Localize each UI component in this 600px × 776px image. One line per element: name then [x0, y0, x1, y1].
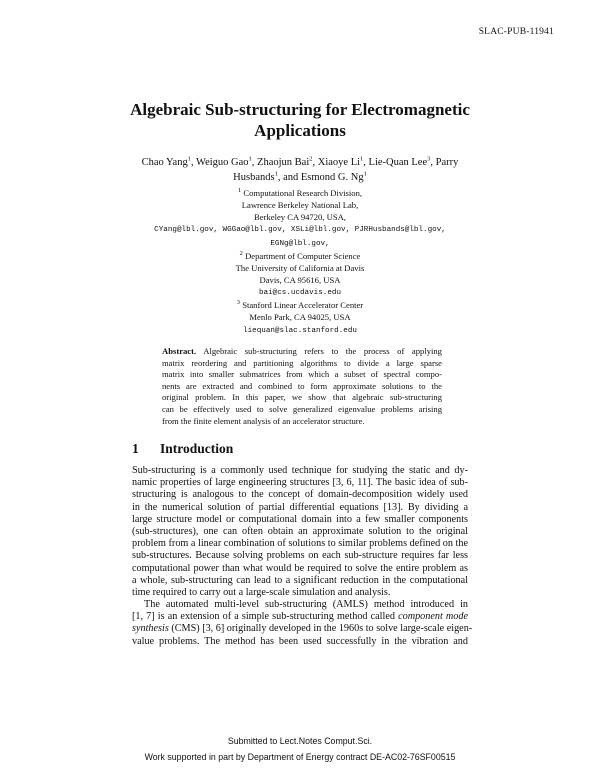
body-text-segment: in the numerical solution of partial differential equations [13]. By dividing a [132, 501, 468, 513]
author-name: Zhaojun Bai [257, 157, 310, 168]
body-line [132, 636, 468, 648]
author-separator: , [251, 157, 258, 168]
affiliation-line [0, 275, 600, 287]
body-text-segment: a whole, sub-structuring can lead to a significant reduction in the computational [132, 574, 468, 586]
author-name: Husbands [233, 172, 275, 183]
affiliation-line [0, 223, 600, 237]
author-separator: , [312, 157, 318, 168]
affiliation-line [0, 188, 600, 200]
abstract-label: Abstract. [162, 346, 197, 356]
abstract-line [162, 392, 442, 404]
body-text-segment: (sub-structures), one can often obtain an approximate solution to the original [132, 525, 468, 537]
abstract-text: nents are extracted and combined to form approximate solutions to the [162, 380, 442, 391]
affiliation-mark: 1 [237, 187, 242, 195]
body-line [132, 465, 468, 477]
abstract-text: can be effectively used to solve generalized eigenvalue problems arising [162, 403, 442, 414]
affiliation-mark: 3 [236, 299, 241, 307]
author-name: Chao Yang [141, 157, 188, 168]
author-affiliation-mark: 1 [360, 155, 364, 163]
affiliation-line [0, 286, 600, 300]
affiliation-text: Computational Research Division, [243, 188, 363, 198]
body-text [132, 465, 473, 648]
body-line [132, 587, 468, 599]
body-text-segment: The automated multi-level sub-structuring (AMLS) method introduced in [144, 599, 468, 611]
author-name: Xiaoye Li [317, 157, 361, 168]
body-text-segment: problem from a linear combination of solutions to similar problems defined on the [132, 538, 468, 550]
email-addresses: EGNg@lbl.gov, [270, 240, 330, 249]
title-line: Applications [254, 121, 346, 140]
body-text-segment: large structure model or computational domain into a few smaller components [132, 513, 468, 525]
abstract-text: original problem. In this paper, we show that algebraic sub-structuring [162, 392, 442, 403]
body-text-segment: computational power than what would be required to solve the entire problem as [132, 562, 468, 574]
body-line [132, 514, 468, 526]
affiliation-text: The University of California at Davis [235, 262, 365, 273]
body-line [132, 489, 468, 501]
funding-note: Work supported in part by Department of Energy contract DE-AC02-76SF00515 [144, 752, 456, 762]
abstract [162, 346, 442, 427]
affiliation-line [0, 324, 600, 338]
affiliation-mark: 2 [239, 250, 243, 258]
affiliation-text: Davis, CA 95616, USA [259, 274, 341, 285]
abstract-line [162, 404, 442, 416]
body-text-segment: [1, 7] is an extension of a simple sub-structuring method called [132, 611, 399, 623]
body-text-segment: time required to carry out a large-scale simulation and analysis. [132, 586, 391, 598]
abstract-text: Algebraic sub-structuring refers to the process of applying [203, 346, 442, 356]
body-text-segment: structuring is analogous to the concept of domain-decomposition widely used [132, 489, 468, 501]
author-name: Weiguo Gao [196, 157, 249, 168]
section-title: Introduction [160, 441, 234, 456]
author-affiliation-mark: 1 [363, 170, 367, 178]
body-line [132, 599, 468, 611]
body-text-segment: (CMS) [3, 6] originally developed in the 1960s to solve large-scale eigen- [168, 623, 473, 635]
affiliation-text: Lawrence Berkeley National Lab, [241, 199, 359, 210]
emphasized-term: component mode [398, 611, 468, 623]
email-addresses: bai@cs.ucdavis.edu [258, 289, 342, 298]
body-line [132, 623, 473, 635]
emphasized-term: synthesis [132, 623, 169, 635]
section-number: 1 [132, 441, 139, 456]
body-line [132, 550, 468, 562]
affiliation-text: Stanford Linear Accelerator Center [242, 300, 364, 311]
abstract-text: matrix reordering and partitioning algorithms to divide a large sparse [162, 357, 442, 368]
author-name: Esmond G. Ng [300, 172, 364, 183]
affiliation-line [0, 263, 600, 275]
abstract-line [162, 358, 442, 370]
affiliation-line [0, 300, 600, 312]
author-separator: , and [277, 172, 301, 183]
body-text-segment: value problems. The method has been used successfully in the vibration and [132, 635, 468, 647]
author-affiliation-mark: 1 [187, 155, 191, 163]
paper-title [0, 99, 600, 141]
author-affiliation-mark: 1 [248, 155, 252, 163]
body-line [132, 526, 468, 538]
author-name: Lie-Quan Lee [368, 157, 428, 168]
abstract-line [162, 416, 442, 428]
section-heading [132, 441, 233, 457]
title-line: Algebraic Sub-structuring for Electromagnetic [130, 100, 470, 119]
author-list [0, 155, 600, 185]
abstract-line [162, 381, 442, 393]
body-line [132, 611, 468, 623]
author-line [0, 170, 600, 185]
affiliation-text: Menlo Park, CA 94025, USA [249, 311, 351, 322]
body-line [132, 538, 468, 550]
affiliations [0, 188, 600, 338]
affiliation-text: Department of Computer Science [245, 250, 361, 261]
affiliation-line [0, 212, 600, 224]
affiliation-line [0, 237, 600, 251]
abstract-line [162, 369, 442, 381]
abstract-line [162, 346, 442, 358]
abstract-text: matrix into smaller submatrices from which a subset of spectral compo- [162, 369, 442, 380]
affiliation-line [0, 200, 600, 212]
report-number: SLAC-PUB-11941 [478, 27, 554, 37]
email-addresses: liequan@slac.stanford.edu [243, 326, 357, 335]
body-text-segment: Sub-structuring is a commonly used technique for studying the static and dy- [132, 465, 468, 476]
email-addresses: CYang@lbl.gov, WGGao@lbl.gov, XSLi@lbl.gov, PJRHusbands@lbl.gov, [154, 226, 446, 235]
author-name: Parry [435, 157, 459, 168]
author-separator: , [190, 157, 197, 168]
body-line [132, 575, 468, 587]
affiliation-text: Berkeley CA 94720, USA, [254, 211, 346, 222]
author-affiliation-mark: 3 [427, 155, 431, 163]
author-line [0, 155, 600, 170]
affiliation-line [0, 251, 600, 263]
affiliation-line [0, 312, 600, 324]
body-line [132, 502, 468, 514]
author-separator: , [363, 157, 369, 168]
body-line [132, 477, 468, 489]
author-separator: , [430, 157, 436, 168]
body-text-segment: sub-structures. Because solving problems on each sub-structure requires far less [132, 550, 468, 562]
author-affiliation-mark: 2 [309, 155, 313, 163]
author-affiliation-mark: 1 [274, 170, 278, 178]
body-text-segment: namic properties of large engineering structures [3, 6, 11]. The basic idea of sub- [132, 477, 468, 489]
abstract-text: from the finite element analysis of an accelerator structure. [162, 415, 365, 426]
body-line [132, 563, 468, 575]
submission-note: Submitted to Lect.Notes Comput.Sci. [227, 736, 373, 746]
